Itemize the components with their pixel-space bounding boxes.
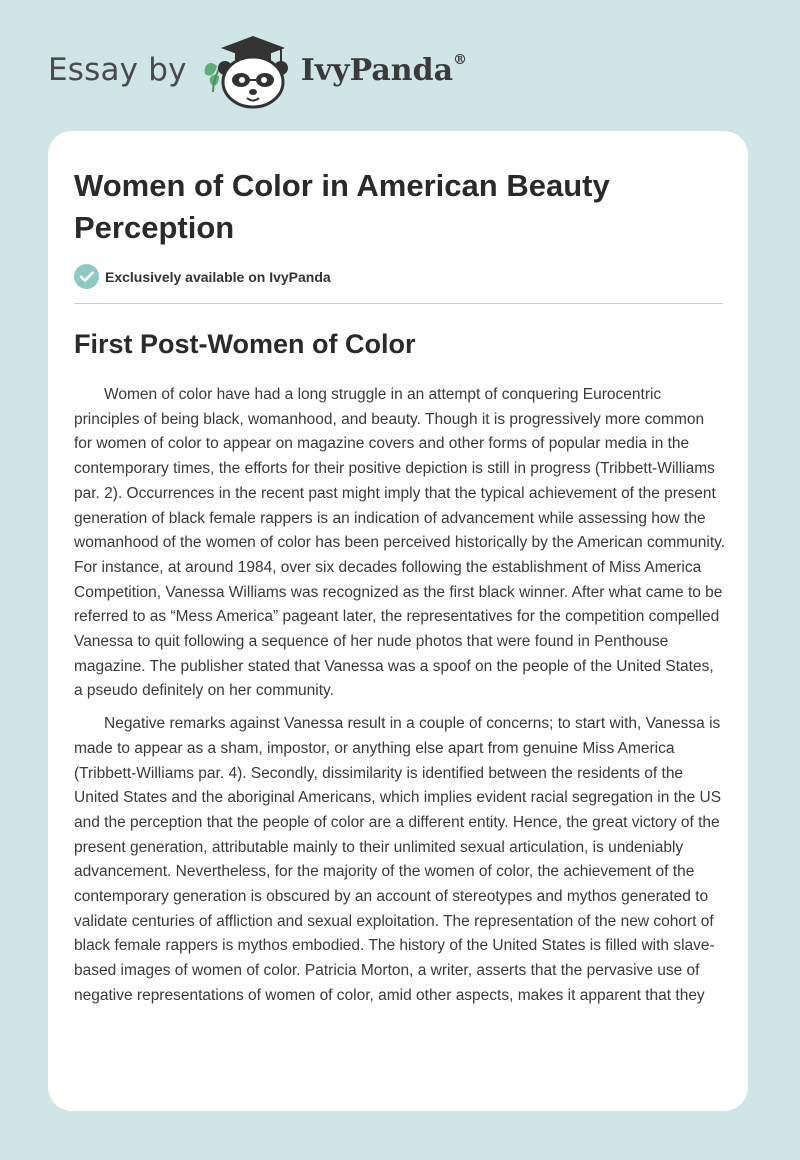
site-header [48,30,467,110]
brand-name[interactable]: IvyPanda® [300,52,468,88]
registered-mark: ® [453,52,468,68]
paragraph: Women of color have had a long struggle in an attempt of conquering Eurocentric principles of being black, womanhood, and beauty. Though it is progressively more common for women of color to appear on magazine covers and other forms of popular media in the contemporary times, the efforts for their positive depiction is still in progress (Tribbett-Williams par. 2). Occurrences in the recent past might imply that the typical achievement of the present generation of black female rappers is an indication of advancement while assessing how the womanhood of the women of color has been perceived historically by the American community. For instance, at around 1984, over six decades following the establishment of Miss America Competition, Vanessa Williams was recognized as the first black winner. After what came to be referred to as “Mess America” pageant later, the representatives for the competition compelled Vanessa to quit following a sequence of her nude photos that were found in Penthouse magazine. The publisher stated that Vanessa was a spoof on the people of the United States, a pseudo definitely on her community. [74,386,726,700]
essay-card [48,131,748,1111]
section-heading: First Post-Women of Color [74,329,416,359]
check-icon [74,264,99,289]
paragraph: Negative remarks against Vanessa result in a couple of concerns; to start with, Vanessa is made to appear as a sham, impostor, or anything else apart from genuine Miss America (Tribbett-Williams par. 4). Secondly, dissimilarity is identified between the residents of the United States and the aboriginal Americans, which implies evident racial segregation in the US and the perception that the people of color are a different entity. Hence, the great victory of the present generation, attributable mainly to their unlimited sexual articulation, is undeniably advancement. Nevertheless, for the majority of the women of color, the achievement of the contemporary generation is obscured by an account of stereotypes and mythos generated to validate centuries of affliction and sexual exploitation. The representation of the new cohort of black female rappers is mythos embodied. The history of the United States is filled with slave-based images of women of color. Patricia Morton, a writer, asserts that the pervasive use of negative representations of women of color, amid other aspects, makes it apparent that they [74,715,722,1004]
exclusive-badge [74,264,331,289]
divider [74,303,723,304]
essay-body [74,383,726,1017]
essay-title: Women of Color in American Beauty Perception [74,168,610,245]
essay-by-label: Essay by [48,52,187,88]
panda-graduate-icon[interactable] [201,30,295,110]
exclusive-badge-label: Exclusively available on IvyPanda [105,268,331,285]
